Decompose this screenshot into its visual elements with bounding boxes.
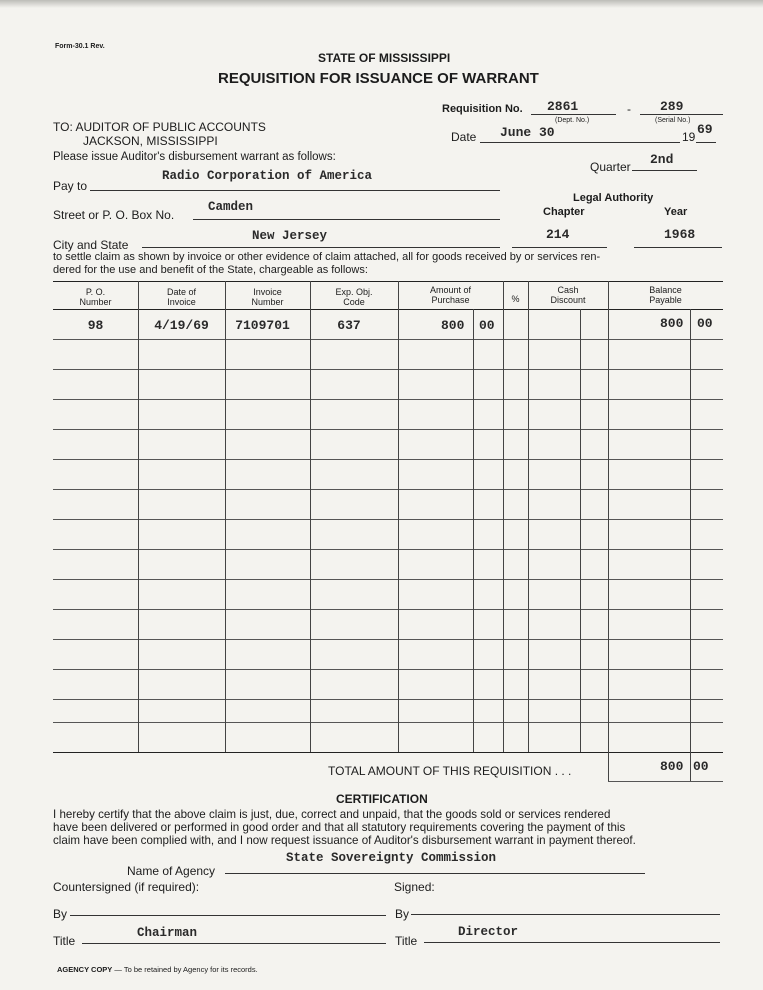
table-bottom-line [53,752,723,753]
col-header-po [53,287,138,307]
col-header-exp [310,287,398,307]
col-header-exp-line2: Code [343,297,365,307]
col-header-pct: % [511,294,520,304]
pay-to-label: Pay to [53,179,88,193]
pay-to-line [90,190,500,191]
pay-to-value: Radio Corporation of America [162,169,373,183]
row-line [53,339,723,340]
state-heading: STATE OF MISSISSIPPI [318,51,451,65]
form-title: REQUISITION FOR ISSUANCE OF WARRANT [218,70,539,87]
row-line [53,722,723,723]
row-line [53,459,723,460]
legal-authority-label: Legal Authority [573,192,654,204]
row-line [53,519,723,520]
city-label: City and State [53,238,129,252]
footer-note [57,965,258,974]
col-divider [608,281,609,781]
settle-text-line-2: dered for the use and benefit of the State, chargeable as follows: [53,264,368,276]
quarter-value: 2nd [650,152,674,167]
footer-text: — To be retained by Agency for its records. [114,965,258,974]
col-header-date-line1: Date of [166,287,197,297]
legal-year-value: 1968 [664,227,696,242]
right-title-line [424,942,720,943]
date-year-prefix: 19 [682,130,696,144]
settle-text-line-1: to settle claim as shown by invoice or other evidence of claim attached, all for goods received by or services ren- [53,251,601,263]
row1-date: 4/19/69 [154,318,209,333]
to-line-1: TO: AUDITOR OF PUBLIC ACCOUNTS [53,120,266,134]
col-divider [528,281,529,752]
street-label: Street or P. O. Box No. [53,208,175,222]
serial-no-line [640,114,723,115]
quarter-label: Quarter [590,160,631,174]
date-label: Date [451,130,477,144]
col-header-po-line2: Number [79,297,112,307]
row1-amount: 800 [441,318,465,333]
total-cents: 00 [693,759,709,774]
dept-no-line [531,114,616,115]
col-divider [580,309,581,752]
serial-no-value: 289 [660,99,684,114]
col-header-date-line2: Invoice [167,297,196,307]
certification-line-1: I hereby certify that the above claim is just, due, correct and unpaid, that the goods sold or services rendered [53,808,611,821]
legal-year-line [634,247,722,248]
col-divider [225,281,226,752]
row1-balance-cents: 00 [697,316,713,331]
col-header-cash [528,285,608,305]
date-value: June 30 [500,125,555,140]
year-label: Year [664,206,688,218]
right-title-label: Title [395,934,418,948]
row-line [53,639,723,640]
col-header-date [138,287,225,307]
date-line [480,142,680,143]
serial-no-caption: (Serial No.) [655,117,691,124]
form-number: Form-30.1 Rev. [55,43,105,50]
right-by-line [411,914,720,915]
city-line [142,247,500,248]
right-by-label: By [395,907,410,921]
row1-po: 98 [87,318,104,333]
total-line [608,781,723,782]
agency-label: Name of Agency [127,864,216,878]
row1-invoice: 7109701 [235,318,290,333]
col-divider [473,309,474,752]
col-divider [310,281,311,752]
col-divider [690,309,691,781]
row-line [53,699,723,700]
quarter-line [632,170,697,171]
row-line [53,609,723,610]
certification-line-3: claim have been complied with, and I now request issuance of Auditor's disbursement warrant in payment thereof. [53,834,636,847]
row-line [53,579,723,580]
col-header-balance [608,285,723,305]
col-divider [138,281,139,752]
row-line [53,429,723,430]
col-header-balance-line1: Balance [649,285,682,295]
col-header-amount [398,285,503,305]
agency-value: State Sovereignty Commission [286,851,497,865]
row-line [53,669,723,670]
street-line [193,219,500,220]
col-header-balance-line2: Payable [649,295,682,305]
requisition-label: Requisition No. [442,103,523,115]
col-header-po-line1: P. O. [85,287,106,297]
page-edge [0,0,763,8]
certification-heading: CERTIFICATION [336,792,428,806]
left-title-line [82,943,386,944]
col-divider [398,281,399,752]
to-line-2: JACKSON, MISSISSIPPI [83,134,218,148]
chapter-label: Chapter [543,206,585,218]
header-bottom-line [53,309,723,310]
dash: - [627,102,631,116]
footer-bold: AGENCY COPY [57,965,113,974]
dept-no-value: 2861 [547,99,579,114]
total-label: TOTAL AMOUNT OF THIS REQUISITION . . . [328,764,572,778]
col-header-invoice [225,287,310,307]
row1-balance: 800 [660,316,684,331]
street-value: Camden [208,200,254,214]
chapter-value: 214 [546,227,570,242]
please-issue-text: Please issue Auditor's disbursement warrant as follows: [53,151,336,163]
dept-no-caption: (Dept. No.) [555,117,590,124]
col-divider [503,281,504,752]
certification-line-2: have been delivered or performed in good order and that all statutory requirements covering the payment of this [53,821,626,834]
row-line [53,549,723,550]
left-title-value: Chairman [137,926,198,940]
col-header-invoice-line1: Invoice [253,287,282,297]
chapter-line [512,247,607,248]
row-line [53,489,723,490]
col-header-amount-line1: Amount of [429,285,472,295]
table-top-line [53,281,723,282]
left-by-label: By [53,907,68,921]
city-value: New Jersey [252,229,328,243]
total-value: 800 [660,759,684,774]
countersigned-label: Countersigned (if required): [53,880,200,894]
col-header-amount-line2: Purchase [431,295,470,305]
signed-label: Signed: [394,880,435,894]
right-title-value: Director [458,925,519,939]
left-by-line [70,915,386,916]
row-line [53,369,723,370]
row1-amount-cents: 00 [479,318,495,333]
left-title-label: Title [53,934,76,948]
col-header-invoice-line2: Number [251,297,284,307]
col-header-exp-line1: Exp. Obj. [335,287,373,297]
year-line [696,142,716,143]
col-header-cash-line1: Cash [557,285,579,295]
col-header-cash-line2: Discount [550,295,586,305]
date-year-suffix: 69 [697,122,713,137]
row-line [53,399,723,400]
row1-code: 637 [337,318,361,333]
agency-line [225,873,645,874]
